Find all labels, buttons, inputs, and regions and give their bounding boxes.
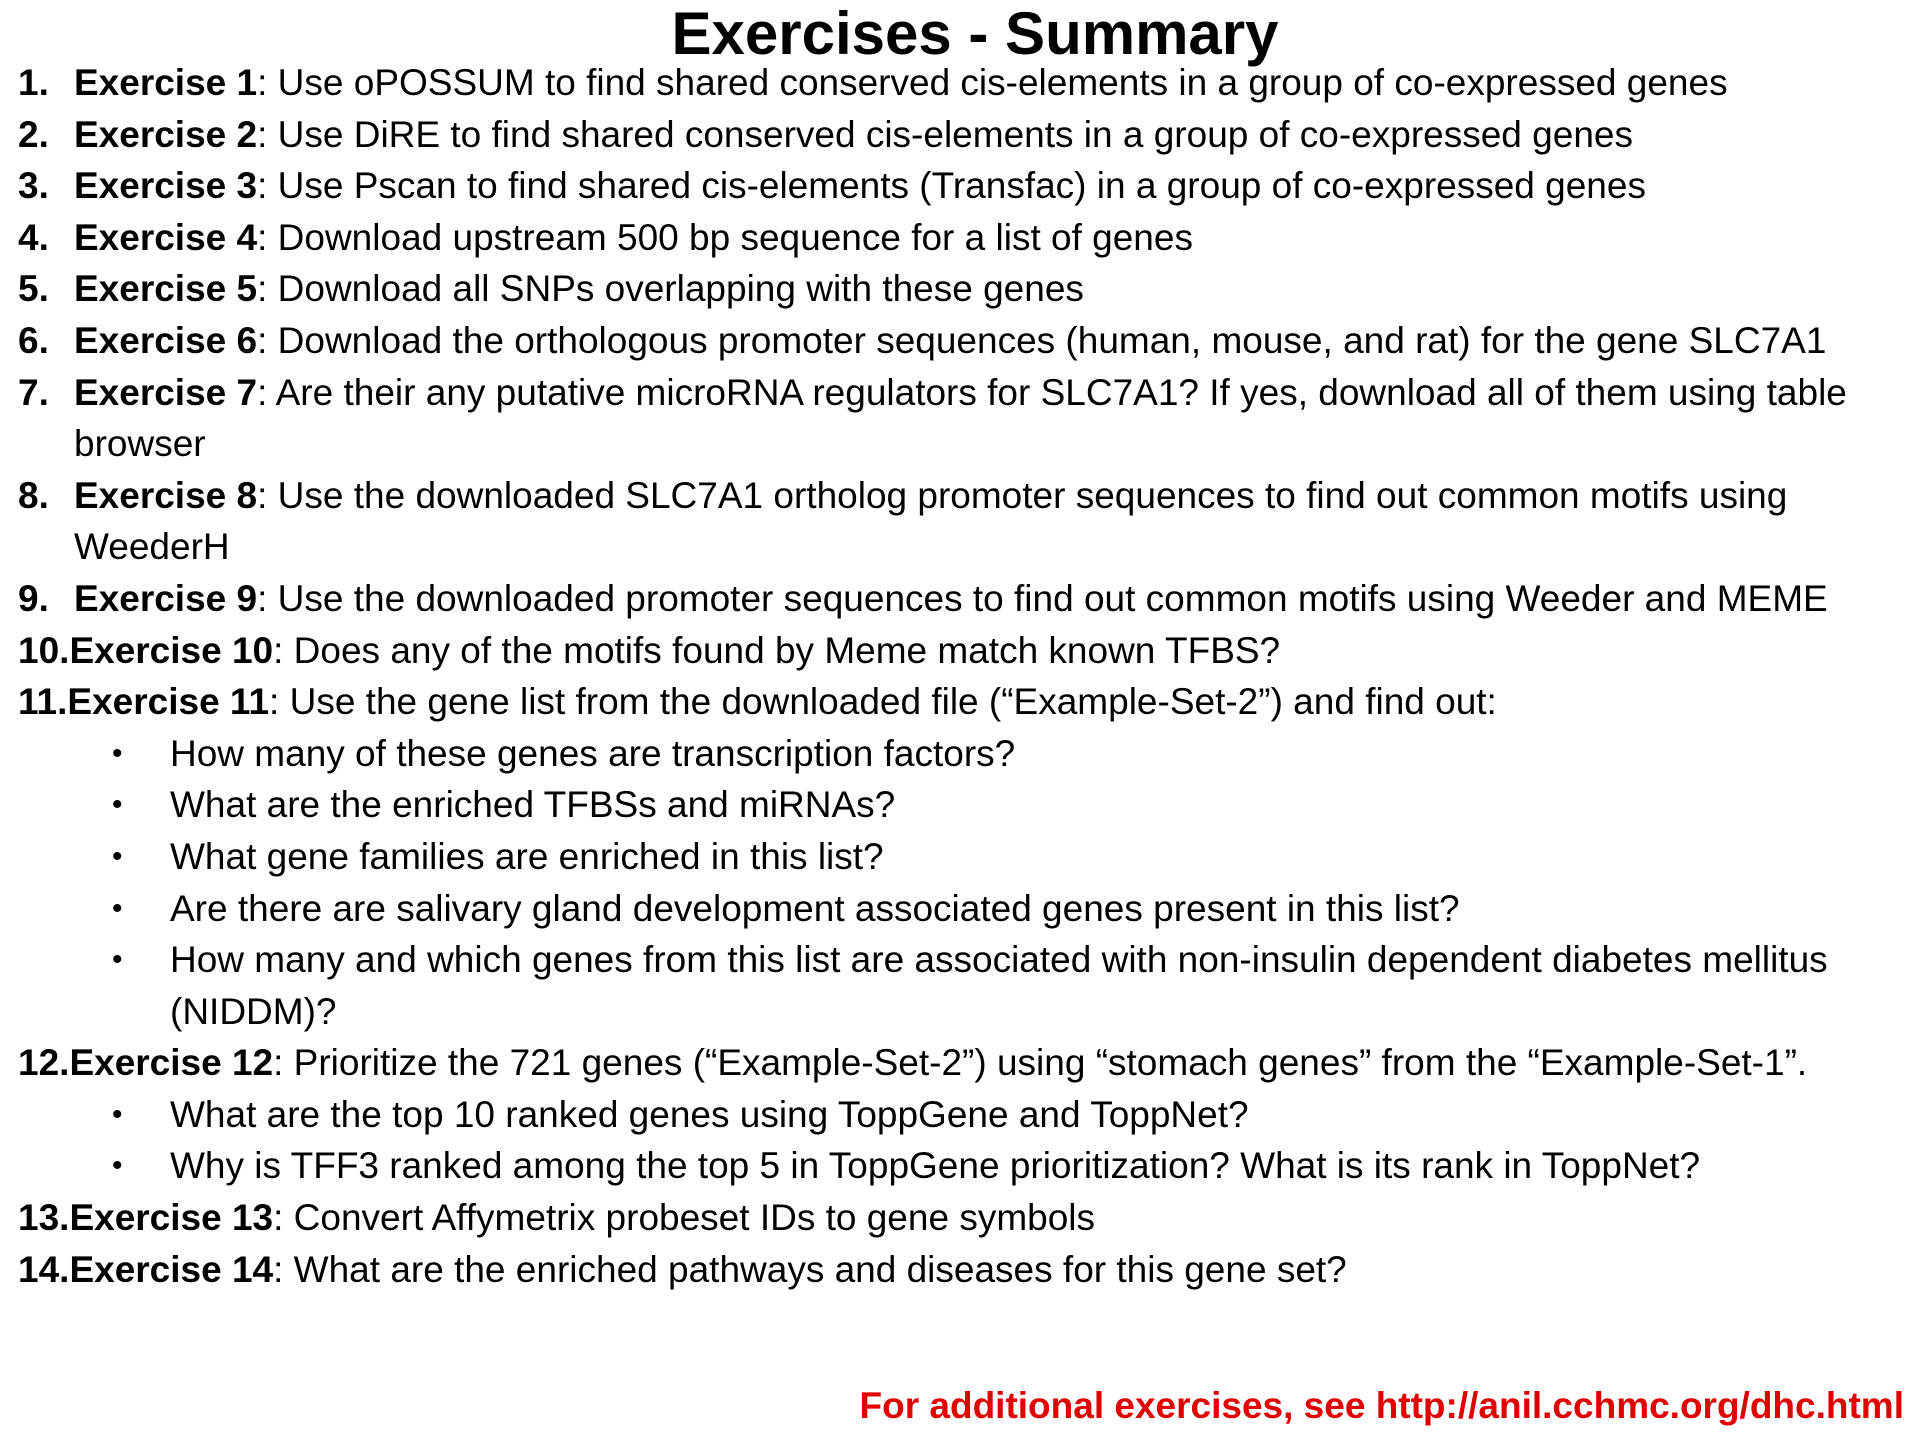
exercise-text	[74, 212, 1908, 264]
exercise-number: 1.	[18, 62, 49, 103]
exercise-item	[18, 470, 1908, 573]
exercise-description: : Prioritize the 721 genes (“Example-Set-2”) using “stomach genes” from the “Example-Set-1”.	[273, 1042, 1808, 1084]
exercise-description: : Use the downloaded promoter sequences to find out common motifs using Weeder and MEME	[257, 577, 1828, 619]
exercise-text	[67, 676, 1908, 728]
sub-question	[18, 883, 1908, 935]
exercise-list	[18, 57, 1908, 1295]
exercise-text	[74, 57, 1908, 109]
exercise-text	[74, 315, 1908, 367]
exercise-text	[69, 625, 1908, 677]
exercise-description: : Convert Affymetrix probeset IDs to gene symbols	[273, 1197, 1096, 1239]
exercise-text	[74, 109, 1908, 161]
exercise-description: : Download all SNPs overlapping with these genes	[257, 268, 1084, 310]
sub-question-text: What gene families are enriched in this list?	[170, 835, 884, 877]
exercise-number: 10.	[18, 629, 70, 671]
sub-question	[18, 1140, 1908, 1192]
exercise-label: Exercise 1	[74, 62, 258, 103]
exercise-number: 7.	[18, 371, 49, 413]
exercise-label: Exercise 4	[74, 216, 258, 258]
sub-question	[18, 1089, 1908, 1141]
exercise-label: Exercise 7	[74, 371, 258, 413]
exercise-item	[18, 573, 1908, 625]
exercise-label: Exercise 13	[69, 1197, 274, 1239]
exercise-label: Exercise 5	[74, 268, 258, 310]
bullet-icon: •	[112, 736, 123, 770]
exercise-number: 12.	[18, 1042, 70, 1084]
exercise-text	[69, 1037, 1908, 1089]
sub-question-text: Why is TFF3 ranked among the top 5 in ToppGene prioritization? What is its rank in ToppNet?	[170, 1145, 1701, 1187]
exercise-label: Exercise 10	[69, 629, 274, 671]
exercise-item	[18, 109, 1908, 161]
exercise-item	[18, 57, 1908, 109]
exercise-number: 13.	[18, 1197, 70, 1239]
exercise-description: : Download the orthologous promoter sequences (human, mouse, and rat) for the gene SLC7A1	[257, 319, 1827, 361]
sub-question	[18, 779, 1908, 831]
exercise-text	[74, 263, 1908, 315]
exercise-text	[74, 160, 1908, 212]
exercise-description: : Use Pscan to find shared cis-elements (Transfac) in a group of co-expressed genes	[257, 165, 1646, 207]
exercise-item	[18, 1037, 1908, 1089]
exercise-item	[18, 160, 1908, 212]
bullet-icon: •	[112, 788, 123, 822]
exercise-label: Exercise 14	[69, 1248, 274, 1290]
exercise-description: : Does any of the motifs found by Meme match known TFBS?	[273, 629, 1281, 671]
exercise-item	[18, 212, 1908, 264]
exercise-label: Exercise 8	[74, 474, 258, 516]
sub-question-text: How many and which genes from this list are associated with non-insulin dependent diabetes mellitus (NIDDM)?	[170, 939, 1828, 1032]
exercise-description: : Use DiRE to find shared conserved cis-elements in a group of co-expressed genes	[257, 113, 1633, 155]
exercise-number: 5.	[18, 268, 49, 310]
exercise-description: : Use the gene list from the downloaded file (“Example-Set-2”) and find out:	[269, 681, 1497, 723]
exercise-label: Exercise 2	[74, 113, 258, 155]
additional-exercises-note: For additional exercises, see http://anil.cchmc.org/dhc.html	[859, 1385, 1904, 1426]
exercise-number: 3.	[18, 165, 49, 207]
exercise-item	[18, 1192, 1908, 1244]
sub-question	[18, 728, 1908, 780]
exercise-description: : Are their any putative microRNA regulators for SLC7A1? If yes, download all of them using table browser	[74, 371, 1847, 465]
exercise-number: 2.	[18, 113, 49, 155]
exercise-number: 11.	[18, 681, 68, 723]
exercise-item	[18, 1244, 1908, 1296]
exercise-number: 14.	[18, 1248, 70, 1290]
exercise-label: Exercise 11	[67, 681, 270, 723]
exercise-number: 8.	[18, 474, 49, 516]
exercise-number: 6.	[18, 319, 49, 361]
exercise-text	[74, 470, 1908, 573]
sub-question-text: Are there are salivary gland development associated genes present in this list?	[170, 887, 1460, 929]
exercise-description: : Use the downloaded SLC7A1 ortholog promoter sequences to find out common motifs using WeederH	[74, 474, 1788, 568]
exercise-label: Exercise 6	[74, 319, 258, 361]
bullet-icon: •	[112, 839, 123, 873]
exercise-description: : Download upstream 500 bp sequence for a list of genes	[257, 216, 1193, 258]
exercise-item	[18, 367, 1908, 470]
sub-question-text: What are the top 10 ranked genes using ToppGene and ToppNet?	[170, 1093, 1249, 1135]
exercise-item	[18, 263, 1908, 315]
bullet-icon: •	[112, 1097, 123, 1131]
exercise-label: Exercise 3	[74, 165, 258, 207]
slide-title: Exercises - Summary	[671, 0, 1279, 67]
bullet-icon: •	[112, 891, 123, 925]
exercise-description: : What are the enriched pathways and diseases for this gene set?	[273, 1248, 1347, 1290]
exercise-item	[18, 315, 1908, 367]
exercise-number: 4.	[18, 216, 49, 258]
exercise-number: 9.	[18, 577, 49, 619]
exercise-label: Exercise 12	[69, 1042, 274, 1084]
sub-question-text: How many of these genes are transcription factors?	[170, 732, 1016, 774]
exercise-text	[69, 1244, 1908, 1296]
bullet-icon: •	[112, 1149, 123, 1183]
sub-question	[18, 831, 1908, 883]
exercise-text	[74, 367, 1908, 470]
bullet-icon: •	[112, 943, 123, 977]
exercise-item	[18, 676, 1908, 728]
exercise-text	[74, 573, 1908, 625]
exercise-description: : Use oPOSSUM to find shared conserved cis-elements in a group of co-expressed genes	[257, 62, 1728, 103]
exercise-item	[18, 625, 1908, 677]
exercise-text	[69, 1192, 1908, 1244]
sub-question-text: What are the enriched TFBSs and miRNAs?	[170, 784, 896, 826]
sub-question	[18, 934, 1908, 1037]
exercise-label: Exercise 9	[74, 577, 258, 619]
